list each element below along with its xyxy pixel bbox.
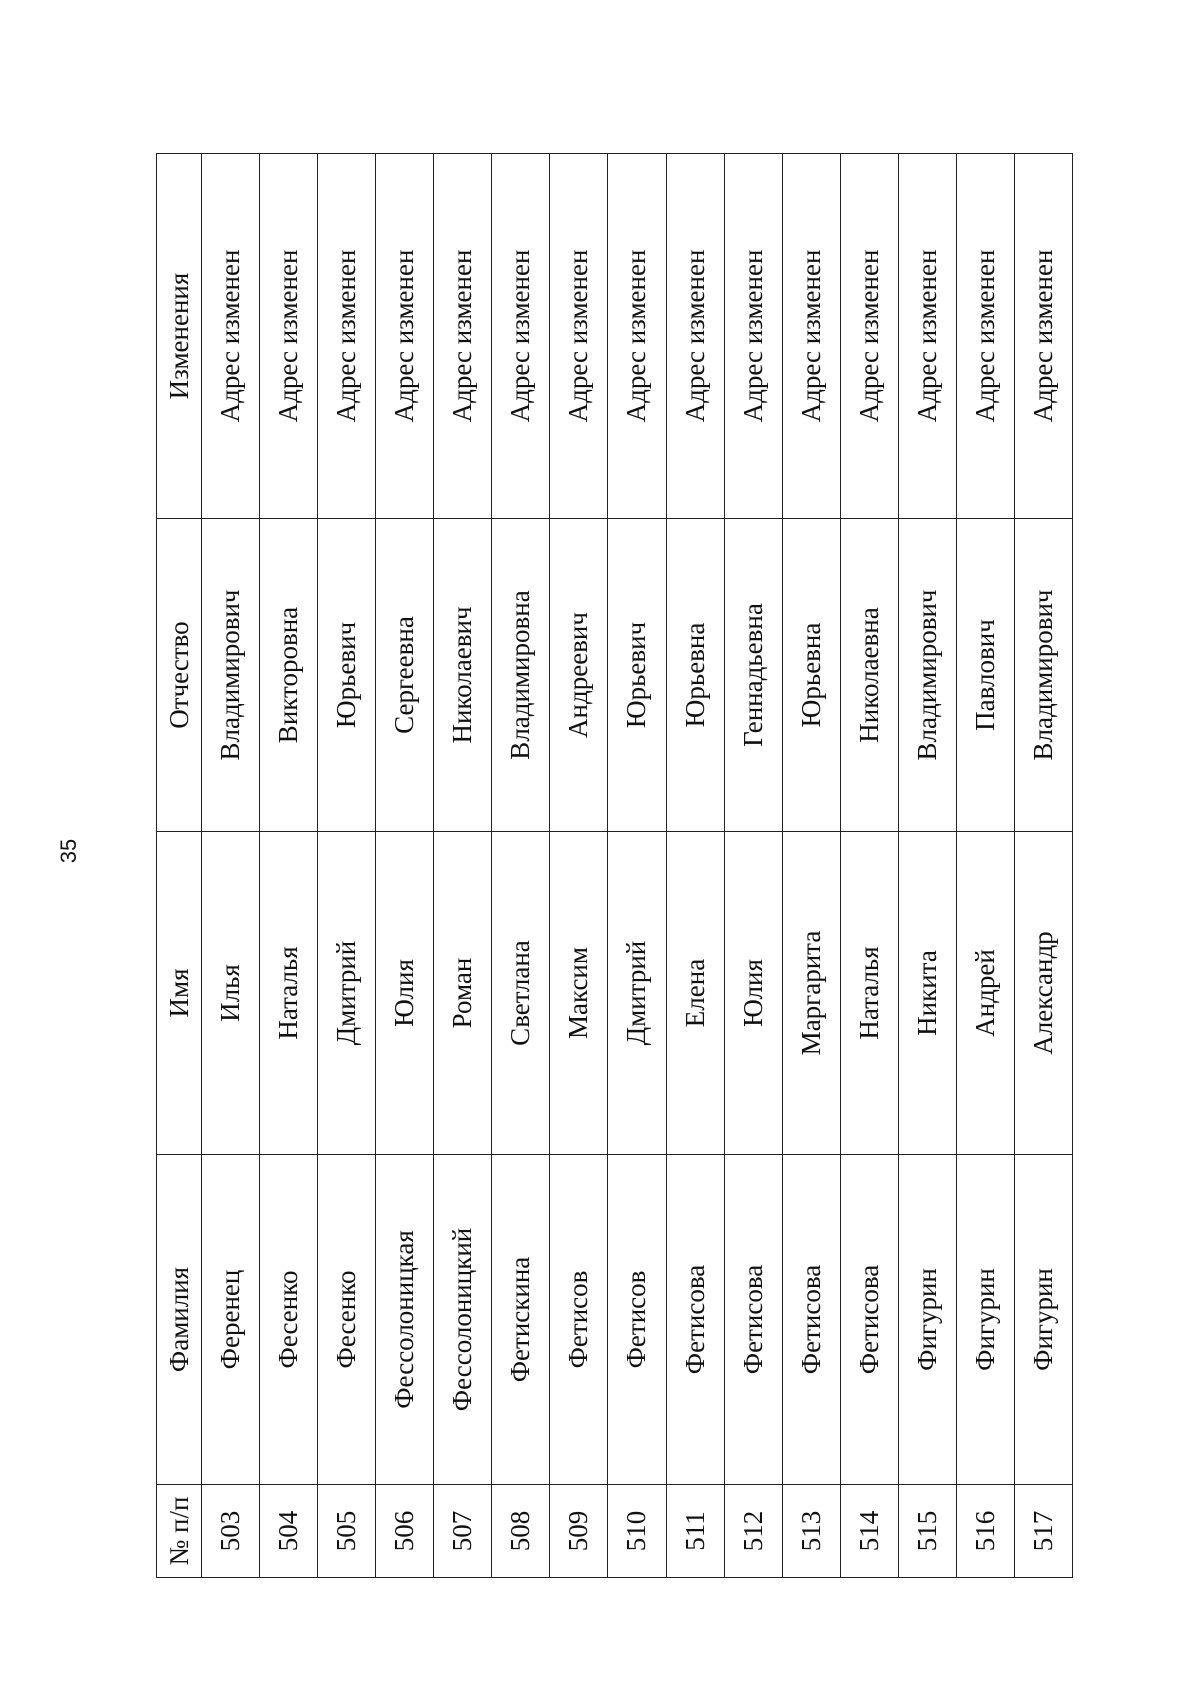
cell-patronymic: Юрьевна [666, 519, 724, 832]
cell-patronymic: Викторовна [260, 519, 318, 832]
table-row [434, 154, 492, 1578]
cell-name: Елена [666, 832, 724, 1155]
cell-surname: Ференец [202, 1155, 260, 1485]
cell-patronymic: Владимирович [202, 519, 260, 832]
table-row [782, 154, 840, 1578]
cell-patronymic: Юрьевич [318, 519, 376, 832]
cell-name: Наталья [260, 832, 318, 1155]
cell-num: 512 [724, 1485, 782, 1578]
cell-patronymic: Николаевич [434, 519, 492, 832]
cell-num: 503 [202, 1485, 260, 1578]
cell-num: 504 [260, 1485, 318, 1578]
cell-changes: Адрес изменен [724, 154, 782, 519]
cell-num: 506 [376, 1485, 434, 1578]
table-row [608, 154, 666, 1578]
table-row [724, 154, 782, 1578]
cell-surname: Фетискина [492, 1155, 550, 1485]
cell-name: Илья [202, 832, 260, 1155]
cell-changes: Адрес изменен [608, 154, 666, 519]
cell-num: 511 [666, 1485, 724, 1578]
page-number: 35 [56, 838, 81, 864]
cell-surname: Фетисов [608, 1155, 666, 1485]
cell-name: Андрей [956, 832, 1014, 1155]
cell-num: 507 [434, 1485, 492, 1578]
cell-num: 508 [492, 1485, 550, 1578]
cell-num: 514 [840, 1485, 898, 1578]
table-row [840, 154, 898, 1578]
cell-name: Дмитрий [318, 832, 376, 1155]
table-row [202, 154, 260, 1578]
cell-changes: Адрес изменен [666, 154, 724, 519]
cell-changes: Адрес изменен [898, 154, 956, 519]
cell-changes: Адрес изменен [1014, 154, 1072, 519]
table-row [318, 154, 376, 1578]
cell-patronymic: Николаевна [840, 519, 898, 832]
cell-changes: Адрес изменен [492, 154, 550, 519]
header-num: № п/п [157, 1485, 202, 1578]
cell-num: 517 [1014, 1485, 1072, 1578]
cell-surname: Фесенко [260, 1155, 318, 1485]
header-patronymic: Отчество [157, 519, 202, 832]
table-row [956, 154, 1014, 1578]
cell-changes: Адрес изменен [840, 154, 898, 519]
cell-patronymic: Юрьевич [608, 519, 666, 832]
cell-surname: Фесенко [318, 1155, 376, 1485]
table-row [260, 154, 318, 1578]
cell-patronymic: Геннадьевна [724, 519, 782, 832]
cell-patronymic: Владимировна [492, 519, 550, 832]
cell-changes: Адрес изменен [260, 154, 318, 519]
cell-name: Дмитрий [608, 832, 666, 1155]
cell-patronymic: Владимирович [898, 519, 956, 832]
header-changes: Изменения [157, 154, 202, 519]
cell-surname: Фигурин [1014, 1155, 1072, 1485]
cell-num: 513 [782, 1485, 840, 1578]
cell-surname: Фигурин [898, 1155, 956, 1485]
table-row [492, 154, 550, 1578]
cell-surname: Фетисова [782, 1155, 840, 1485]
cell-changes: Адрес изменен [202, 154, 260, 519]
cell-num: 516 [956, 1485, 1014, 1578]
header-name: Имя [157, 832, 202, 1155]
cell-patronymic: Сергеевна [376, 519, 434, 832]
cell-changes: Адрес изменен [318, 154, 376, 519]
cell-num: 515 [898, 1485, 956, 1578]
cell-name: Светлана [492, 832, 550, 1155]
cell-name: Максим [550, 832, 608, 1155]
cell-name: Наталья [840, 832, 898, 1155]
cell-num: 505 [318, 1485, 376, 1578]
cell-surname: Фетисова [666, 1155, 724, 1485]
records-table [156, 153, 1073, 1578]
table-frame [156, 154, 1073, 1578]
cell-surname: Фетисова [724, 1155, 782, 1485]
header-surname: Фамилия [157, 1155, 202, 1485]
cell-name: Юлия [376, 832, 434, 1155]
cell-changes: Адрес изменен [550, 154, 608, 519]
cell-num: 510 [608, 1485, 666, 1578]
cell-changes: Адрес изменен [956, 154, 1014, 519]
cell-num: 509 [550, 1485, 608, 1578]
cell-surname: Фигурин [956, 1155, 1014, 1485]
cell-surname: Фессолоницкая [376, 1155, 434, 1485]
cell-changes: Адрес изменен [782, 154, 840, 519]
cell-patronymic: Андреевич [550, 519, 608, 832]
table-row [898, 154, 956, 1578]
cell-surname: Фессолоницкий [434, 1155, 492, 1485]
cell-name: Александр [1014, 832, 1072, 1155]
cell-name: Роман [434, 832, 492, 1155]
table-row [666, 154, 724, 1578]
cell-patronymic: Владимирович [1014, 519, 1072, 832]
cell-surname: Фетисов [550, 1155, 608, 1485]
table-row [550, 154, 608, 1578]
cell-changes: Адрес изменен [376, 154, 434, 519]
cell-patronymic: Юрьевна [782, 519, 840, 832]
cell-surname: Фетисова [840, 1155, 898, 1485]
cell-name: Юлия [724, 832, 782, 1155]
cell-patronymic: Павлович [956, 519, 1014, 832]
table-header-row [157, 154, 202, 1578]
cell-name: Никита [898, 832, 956, 1155]
table-row [376, 154, 434, 1578]
table-row [1014, 154, 1072, 1578]
cell-changes: Адрес изменен [434, 154, 492, 519]
cell-name: Маргарита [782, 832, 840, 1155]
